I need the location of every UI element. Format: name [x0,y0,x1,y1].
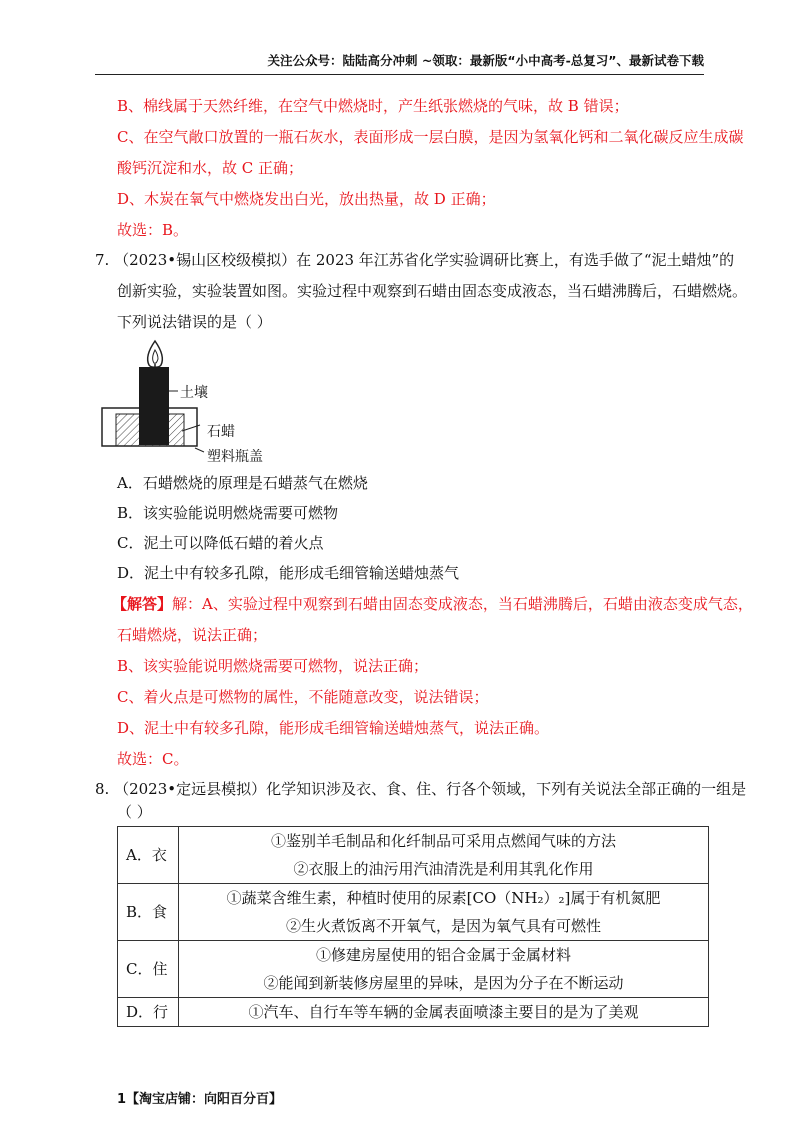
q7-stem-2: 创新实验，实验装置如图。实验过程中观察到石蜡由固态变成液态，当石蜡沸腾后，石蜡燃烧。 [117,282,748,300]
q7-answer-choice: 故选：C。 [117,750,189,768]
q7-option-d: D．泥土中有较多孔隙，能形成毛细管输送蜡烛蒸气 [117,564,460,582]
row-label: B．食 [118,884,179,941]
row-item: ①鉴别羊毛制品和化纤制品可采用点燃闻气味的方法 [270,832,616,850]
row-item: ②衣服上的油污用汽油清洗是利用其乳化作用 [293,860,594,878]
row-content [179,884,709,941]
q7-answer-c: C、着火点是可燃物的属性，不能随意改变，说法错误； [117,688,489,706]
row-label: A．衣 [118,827,179,884]
q7-stem-1: 7. （2023•锡山区校级模拟）在 2023 年江苏省化学实验调研比赛上，有选手做了“泥土蜡烛”的 [95,251,735,269]
q8-stem-1: 8. （2023•定远县模拟）化学知识涉及衣、食、住、行各个领域，下列有关说法全部正确的一组是 [95,780,747,798]
q8-stem-2: （ ） [117,803,152,821]
q7-answer-b: B、该实验能说明燃烧需要可燃物，说法正确； [117,657,429,675]
page-footer: 1【淘宝店铺：向阳百分百】 [117,1092,283,1107]
prev-answer-choice: 故选：B。 [117,221,189,239]
row-content [179,941,709,998]
table-row [118,827,709,884]
label-cap: 塑料瓶盖 [207,449,263,465]
q7-answer-2: 石蜡燃烧，说法正确； [117,626,268,644]
row-item: ①汽车、自行车等车辆的金属表面喷漆主要目的是为了美观 [248,1003,639,1021]
page-header: 关注公众号：陆陆高分冲刺 ~领取：最新版“小中高考-总复习”、最新试卷下载 [95,52,704,75]
label-soil: 土壤 [180,385,208,401]
prev-answer-c-1: C、在空气敞口放置的一瓶石灰水，表面形成一层白膜，是因为氢氧化钙和二氧化碳反应生成碳 [117,128,744,146]
prev-answer-b: B、棉线属于天然纤维，在空气中燃烧时，产生纸张燃烧的气味，故 B 错误； [117,97,629,115]
row-label: D．行 [118,998,179,1027]
prev-answer-d: D、木炭在氧气中燃烧发出白光，放出热量，故 D 正确； [117,190,496,208]
row-item: ②生火煮饭离不开氧气，是因为氧气具有可燃性 [285,917,601,935]
label-wax: 石蜡 [207,424,235,440]
q7-option-c: C．泥土可以降低石蜡的着火点 [117,534,324,552]
row-content [179,827,709,884]
q7-answer-1 [112,594,753,614]
row-content [179,998,709,1027]
table-row [118,884,709,941]
row-label: C．住 [118,941,179,998]
q8-options-table [117,826,709,1027]
row-item: ①蔬菜含维生素，种植时使用的尿素[CO（NH₂）₂]属于有机氮肥 [226,889,661,907]
prev-answer-c-2: 酸钙沉淀和水，故 C 正确； [117,159,304,177]
candle-body [139,367,169,445]
row-item: ②能闻到新装修房屋里的异味，是因为分子在不断运动 [263,974,624,992]
q7-stem-3: 下列说法错误的是（ ） [117,313,272,331]
q7-option-b: B．该实验能说明燃烧需要可燃物 [117,504,339,522]
q7-option-a: A．石蜡燃烧的原理是石蜡蒸气在燃烧 [117,474,368,492]
candle-apparatus-figure [100,335,280,465]
answer-tag: 【解答】 [112,595,173,613]
row-item: ①修建房屋使用的铝合金属于金属材料 [315,946,571,964]
answer-text: 解：A、实验过程中观察到石蜡由固态变成液态，当石蜡沸腾后，石蜡由液态变成气态， [172,595,753,613]
table-row [118,998,709,1027]
q7-answer-d: D、泥土中有较多孔隙，能形成毛细管输送蜡烛蒸气，说法正确。 [117,719,550,737]
table-row [118,941,709,998]
